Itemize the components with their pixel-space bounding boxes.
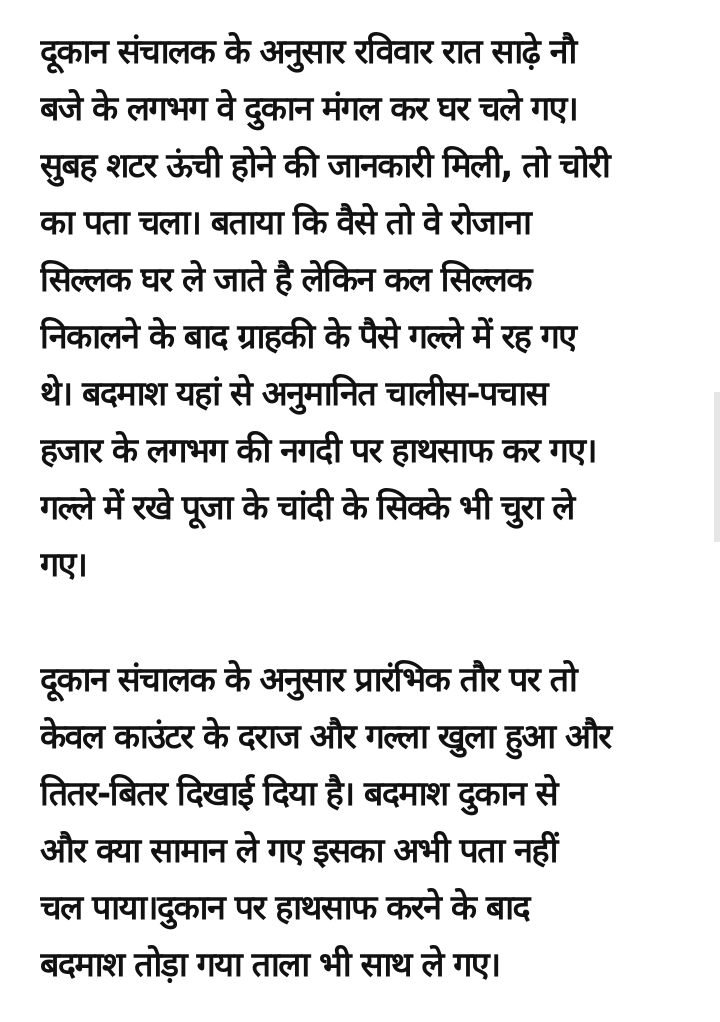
paragraph-line: बजे के लगभग वे दुकान मंगल कर घर चले गए।	[40, 89, 578, 129]
scrollbar-thumb[interactable]	[714, 392, 720, 542]
paragraph-line: का पता चला। बताया कि वैसे तो वे रोजाना	[40, 203, 531, 243]
paragraph-line: निकालने के बाद ग्राहकी के पैसे गल्ले में रह गए	[40, 317, 576, 357]
paragraph-line: थे। बदमाश यहां से अनुमानित चालीस-पचास	[40, 374, 548, 414]
paragraph-line: तितर-बितर दिखाई दिया है। बदमाश दुकान से	[40, 774, 558, 814]
paragraph-2	[40, 652, 712, 994]
paragraph-spacer	[40, 594, 712, 652]
paragraph-line: सुबह शटर ऊंची होने की जानकारी मिली, तो चोरी	[40, 146, 610, 186]
paragraph-line: बदमाश तोड़ा गया ताला भी साथ ले गए।	[40, 945, 500, 985]
paragraph-line: सिल्लक घर ले जाते है लेकिन कल सिल्लक	[40, 260, 531, 300]
paragraph-line: दूकान संचालक के अनुसार प्रारंभिक तौर पर तो	[40, 660, 577, 700]
paragraph-1	[40, 24, 712, 594]
article-body	[40, 24, 712, 994]
paragraph-line: हजार के लगभग की नगदी पर हाथसाफ कर गए।	[40, 431, 596, 471]
paragraph-line: केवल काउंटर के दराज और गल्ला खुला हुआ और	[40, 717, 611, 757]
paragraph-line: गए।	[40, 545, 87, 585]
paragraph-line: दूकान संचालक के अनुसार रविवार रात साढ़े नौ	[40, 32, 576, 72]
paragraph-line: और क्या सामान ले गए इसका अभी पता नहीं	[40, 831, 557, 871]
paragraph-line: गल्ले में रखे पूजा के चांदी के सिक्के भी चुरा ले	[40, 488, 574, 528]
paragraph-line: चल पाया।दुकान पर हाथसाफ करने के बाद	[40, 888, 530, 928]
